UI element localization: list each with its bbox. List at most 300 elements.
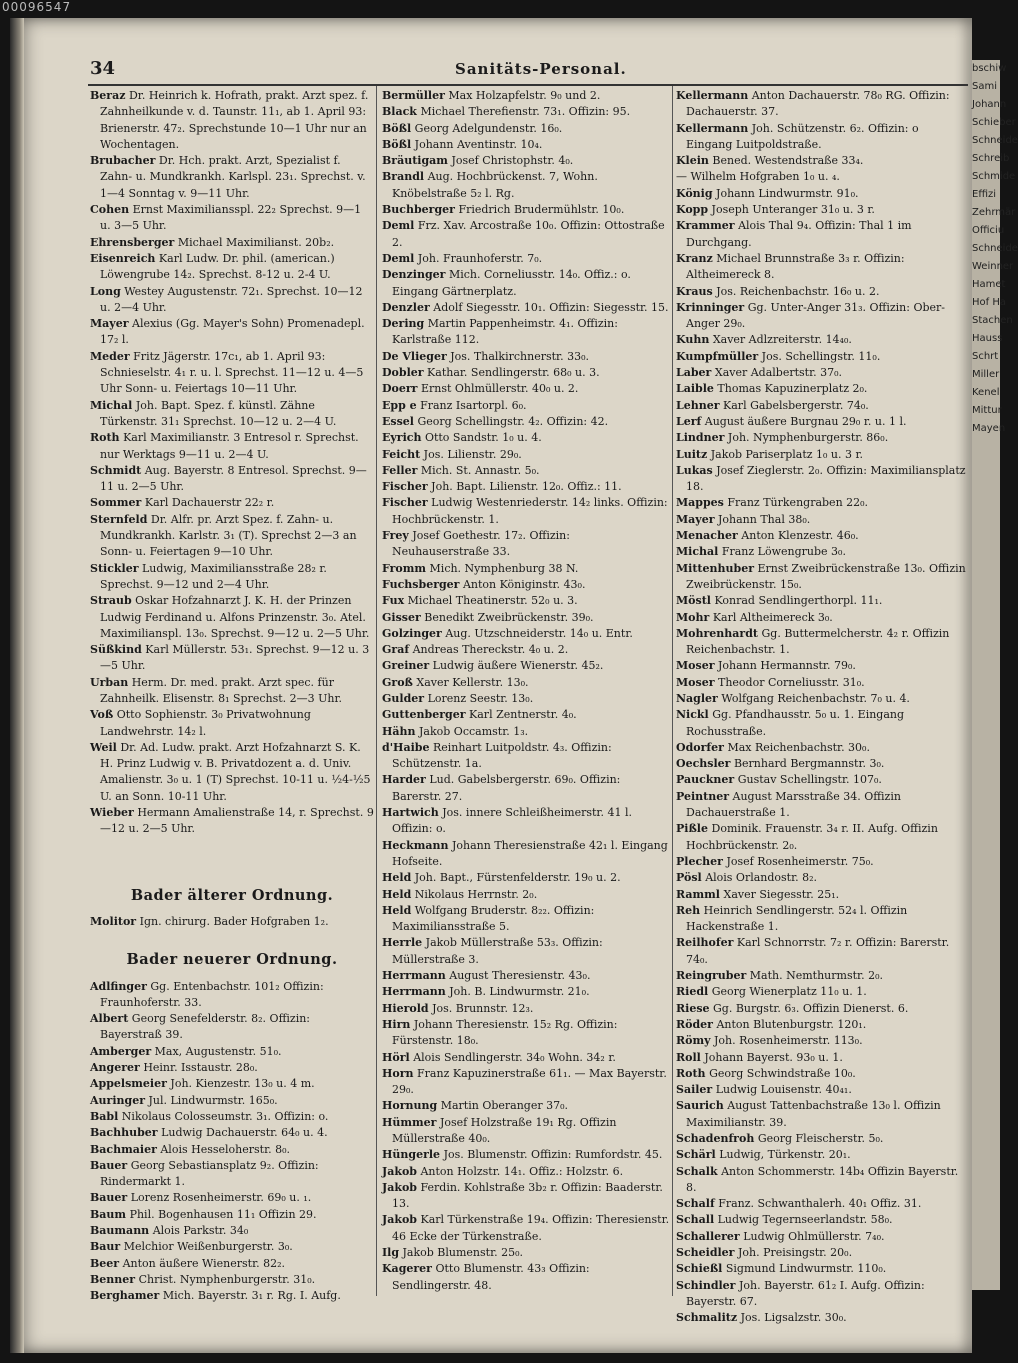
- entry-name: Cohen: [90, 203, 130, 217]
- entry-name: Laber: [676, 366, 712, 380]
- directory-entry: [382, 1098, 670, 1114]
- entry-details: Xaver Adlzreiterstr. 14₄₀.: [712, 333, 852, 347]
- scan-id: 00096547: [2, 0, 72, 14]
- directory-entry: [676, 1066, 968, 1082]
- directory-entry: [676, 1310, 968, 1326]
- entry-details: Jos. Brunnstr. 12₃.: [432, 1001, 534, 1015]
- directory-entry: [676, 1147, 968, 1163]
- directory-entry: [382, 1050, 670, 1066]
- entry-details: Westey Augustenstr. 72₁. Sprechst. 10—12 u. 2—4 Uhr.: [100, 284, 363, 314]
- entry-name: Guttenberger: [382, 708, 466, 722]
- entry-details: Ludwig Ohlmüllerstr. 7₄₀.: [743, 1229, 885, 1243]
- edge-fragment: Mayen: [972, 423, 1006, 434]
- directory-entry: [676, 1001, 968, 1017]
- adjacent-page-edge: [972, 60, 1018, 1290]
- entry-name: Bößl: [382, 121, 412, 135]
- directory-entry: [676, 528, 968, 544]
- entry-name: Bauer: [90, 1191, 128, 1205]
- entry-name: Albert: [90, 1012, 129, 1026]
- entry-name: Weil: [90, 740, 117, 754]
- entry-details: Otto Sophienstr. 3₀ Privatwohnung Landwehrstr. 14₂ l.: [100, 708, 311, 738]
- directory-entry: [90, 1223, 374, 1239]
- directory-entry: [382, 724, 670, 740]
- directory-entry: [382, 610, 670, 626]
- directory-entry: [676, 984, 968, 1000]
- entry-details: Johann Bayerst. 93₀ u. 1.: [704, 1050, 843, 1064]
- directory-entry: [676, 561, 968, 594]
- directory-entry: [676, 495, 968, 511]
- entry-name: Hörl: [382, 1050, 410, 1064]
- entry-name: Jakob: [382, 1213, 417, 1227]
- entry-name: Long: [90, 284, 121, 298]
- entry-name: Lehner: [676, 398, 720, 412]
- entry-details: Georg Fleischerstr. 5₀.: [757, 1132, 884, 1145]
- directory-entry: [90, 561, 374, 594]
- entry-details: Melchior Weißenburgerstr. 3₀.: [123, 1240, 293, 1254]
- directory-entry: [90, 349, 374, 398]
- header-rule: [88, 84, 968, 86]
- directory-entry: [382, 495, 670, 528]
- entry-details: Georg Schwindstraße 10₀.: [709, 1066, 856, 1080]
- directory-entry: [90, 1272, 374, 1288]
- entry-details: Christ. Nymphenburgerstr. 31₀.: [138, 1272, 316, 1286]
- entry-details: Alois Hesseloherstr. 8₀.: [160, 1142, 291, 1156]
- directory-entry: [382, 169, 670, 202]
- entry-name: Beraz: [90, 89, 126, 102]
- directory-entry: [676, 1278, 968, 1311]
- directory-entry: [676, 398, 968, 414]
- entry-name: Fux: [382, 594, 405, 608]
- directory-entry: [382, 1245, 670, 1261]
- entry-details: August Marsstraße 34. Offizin Dachauerstraße 1.: [686, 789, 901, 820]
- entry-details: Gg. Buttermelcherstr. 4₂ r. Offizin Reichenbachstr. 1.: [686, 626, 950, 657]
- entry-name: Herrle: [382, 936, 423, 950]
- entry-details: Thomas Kapuzinerplatz 2₀.: [717, 382, 868, 396]
- directory-entry: [676, 789, 968, 822]
- directory-entry: [676, 1082, 968, 1098]
- directory-entry: [90, 1093, 374, 1109]
- entry-name: Herrmann: [382, 985, 446, 999]
- directory-entry: [382, 300, 670, 316]
- entry-details: Ernst Zweibrückenstraße 13₀. Offizin Zweibrückenstr. 15₀.: [686, 561, 966, 591]
- entry-name: Roth: [90, 431, 120, 445]
- directory-entry: [90, 495, 374, 511]
- entry-details: Ernst Maximiliansspl. 22₂ Sprechst. 9—1 u. 3—5 Uhr.: [100, 203, 362, 233]
- directory-entry: [382, 414, 670, 430]
- entry-name: Bräutigam: [382, 154, 448, 168]
- directory-entry: [90, 1158, 374, 1191]
- entry-name: Schmidt: [90, 463, 142, 477]
- directory-entry: [676, 512, 968, 528]
- entry-name: Bachhuber: [90, 1126, 158, 1140]
- entry-name: Frey: [382, 529, 409, 543]
- entry-details: Georg Schellingstr. 4₂. Offizin: 42.: [417, 414, 609, 428]
- entry-name: Straub: [90, 594, 132, 608]
- entry-details: Franz Kapuzinerstraße 61₁. — Max Bayerstr. 29₀.: [392, 1066, 667, 1097]
- entry-name: Jakob: [382, 1180, 417, 1194]
- edge-fragment: Effizi: [972, 189, 997, 200]
- directory-entry: [676, 675, 968, 691]
- directory-entry: [382, 593, 670, 609]
- directory-entry: [90, 805, 374, 838]
- entry-details: Michael Brunnstraße 3₃ r. Offizin: Altheimereck 8.: [686, 251, 905, 282]
- entry-name: Denzler: [382, 300, 430, 314]
- entry-details: Josef Zieglerstr. 2₀. Offizin: Maximiliansplatz 18.: [686, 463, 966, 494]
- entry-name: Essel: [382, 414, 414, 428]
- entry-details: Johann Lindwurmstr. 91₀.: [716, 186, 859, 200]
- entry-name: Fuchsberger: [382, 577, 460, 591]
- directory-entry: [676, 1196, 968, 1212]
- entry-details: Dominik. Frauenstr. 3₄ r. II. Aufg. Offizin Hochbrückenstr. 2₀.: [686, 822, 938, 852]
- entry-name: Deml: [382, 251, 415, 265]
- directory-entry: [90, 512, 374, 561]
- entry-name: Buchberger: [382, 203, 455, 217]
- directory-entry: [676, 1212, 968, 1228]
- directory-entry: [382, 447, 670, 463]
- edge-fragment: Hauss: [972, 333, 1003, 344]
- directory-entry: [676, 218, 968, 251]
- entry-name: Epp e: [382, 398, 417, 412]
- entry-details: Gg. Unter-Anger 31₃. Offizin: Ober-Anger 29₀.: [686, 300, 946, 331]
- entry-name: Riese: [676, 1001, 710, 1015]
- entry-name: Kagerer: [382, 1262, 432, 1276]
- directory-entry: [676, 1261, 968, 1277]
- entry-details: August äußere Burgnau 29₀ r. u. 1 l.: [704, 414, 907, 428]
- entry-name: Hartwich: [382, 806, 439, 820]
- directory-entry: [382, 984, 670, 1000]
- directory-entry: [676, 1033, 968, 1049]
- directory-entry: [382, 1001, 670, 1017]
- entry-details: Phil. Bogenhausen 11₁ Offizin 29.: [129, 1207, 317, 1221]
- entry-details: Friedrich Brudermühlstr. 10₀.: [458, 203, 625, 217]
- entry-name: Auringer: [90, 1093, 145, 1107]
- entry-name: Nagler: [676, 691, 718, 705]
- directory-entry: [90, 398, 374, 431]
- entry-name: Wieber: [90, 806, 134, 820]
- entry-details: Gustav Schellingstr. 107₀.: [737, 773, 882, 787]
- directory-entry: [676, 935, 968, 968]
- edge-fragment: Miller: [972, 369, 1000, 380]
- entry-details: Sigmund Lindwurmstr. 110₀.: [725, 1262, 887, 1276]
- entry-details: Jos. Ligsalzstr. 30₀.: [740, 1311, 847, 1325]
- entry-name: Hirn: [382, 1017, 411, 1031]
- bader-list-b-k: [382, 88, 670, 1294]
- entry-details: Nikolaus Colosseumstr. 3₁. Offizin: o.: [121, 1109, 329, 1123]
- directory-entry: [382, 1164, 670, 1180]
- directory-entry: [676, 332, 968, 348]
- directory-entry: [676, 430, 968, 446]
- edge-fragment: Schieber: [972, 117, 1016, 128]
- directory-entry: [676, 707, 968, 740]
- entry-name: Hornung: [382, 1099, 438, 1113]
- entry-details: Anton Königinstr. 43₀.: [462, 577, 586, 591]
- directory-entry: [676, 121, 968, 154]
- entry-name: Michal: [676, 545, 719, 559]
- directory-entry: [382, 903, 670, 936]
- entry-name: Kellermann: [676, 89, 749, 102]
- entry-details: Michael Theatinerstr. 52₀ u. 3.: [407, 594, 578, 608]
- directory-entry: [90, 1060, 374, 1076]
- entry-details: Joh. Bapt. Spez. f. künstl. Zähne Türkenstr. 31₁ Sprechst. 10—12 u. 2—4 U.: [100, 398, 337, 428]
- entry-details: August Tattenbachstraße 13₀ l. Offizin Maximilianstr. 39.: [686, 1099, 941, 1129]
- directory-entry: [676, 968, 968, 984]
- entry-details: Joh. Rosenheimerstr. 113₀.: [714, 1034, 863, 1048]
- entry-details: Joh. Schützenstr. 6₂. Offizin: o Eingang Luitpoldstraße.: [686, 121, 919, 151]
- directory-entry: [90, 1142, 374, 1158]
- directory-entry: [676, 610, 968, 626]
- directory-entry: [382, 251, 670, 267]
- entry-details: Joseph Unteranger 31₀ u. 3 r.: [711, 203, 875, 217]
- entry-details: Ludwig Dachauerstr. 64₀ u. 4.: [161, 1126, 328, 1140]
- entry-name: Mayer: [90, 317, 129, 331]
- entry-details: Karl Schnorrstr. 7₂ r. Offizin: Barerstr. 74₀.: [686, 936, 950, 966]
- directory-entry: [676, 772, 968, 788]
- entry-details: Xaver Kellerstr. 13₀.: [416, 675, 529, 689]
- directory-entry: [676, 903, 968, 936]
- entry-name: Oechsler: [676, 757, 731, 771]
- directory-entry: [90, 1207, 374, 1223]
- entry-name: Baur: [90, 1240, 121, 1254]
- entry-details: Alois Parkstr. 34₀: [152, 1224, 249, 1237]
- entry-details: Reinhart Luitpoldstr. 4₃. Offizin: Schützenstr. 1a.: [392, 740, 612, 771]
- entry-name: Pißle: [676, 822, 708, 836]
- entry-name: Lindner: [676, 431, 725, 445]
- entry-details: Joh. Kienzestr. 13₀ u. 4 m.: [170, 1077, 315, 1091]
- entry-details: Joh. Bapt. Lilienstr. 12₀. Offiz.: 11.: [431, 480, 622, 494]
- entry-name: Feicht: [382, 447, 421, 461]
- entry-details: Josef Goethestr. 17₂. Offizin: Neuhauserstraße 33.: [392, 529, 570, 559]
- directory-entry: [90, 251, 374, 284]
- edge-fragment: Schmide: [972, 171, 1016, 182]
- directory-entry: [382, 381, 670, 397]
- entry-name: Gulder: [382, 691, 425, 705]
- entry-details: Karl Ludw. Dr. phil. (american.) Löwengrube 14₂. Sprechst. 8-12 u. 2-4 U.: [100, 251, 335, 282]
- entry-name: Süßkind: [90, 643, 142, 657]
- entry-details: Alois Orlandostr. 8₂.: [705, 871, 818, 885]
- directory-entry: [676, 887, 968, 903]
- book-fold: [10, 18, 24, 1353]
- edge-fragment: Schneide: [972, 135, 1018, 146]
- entry-name: Nickl: [676, 708, 709, 722]
- directory-entry: [382, 740, 670, 773]
- column-2: [382, 88, 670, 1294]
- entry-name: Sailer: [676, 1083, 713, 1097]
- entry-name: Mittenhuber: [676, 561, 754, 575]
- edge-fragment: Stachen: [972, 315, 1013, 326]
- directory-entry: [90, 707, 374, 740]
- directory-entry: [90, 1239, 374, 1255]
- entry-details: Alois Sendlingerstr. 34₀ Wohn. 34₂ r.: [413, 1050, 616, 1064]
- entry-name: Klein: [676, 154, 709, 168]
- directory-entry: [382, 1212, 670, 1245]
- directory-entry: [676, 1245, 968, 1261]
- entry-details: Anton äußere Wienerstr. 82₂.: [122, 1256, 286, 1270]
- entry-name: Held: [382, 903, 412, 917]
- directory-entry: [676, 1098, 968, 1131]
- directory-entry: [382, 463, 670, 479]
- directory-entry: [90, 979, 374, 1012]
- directory-entry: [382, 365, 670, 381]
- entry-name: Mohrenhardt: [676, 626, 758, 640]
- entry-details: Xaver Siegesstr. 25₁.: [723, 887, 840, 901]
- entry-details: Alois Thal 9₄. Offizin: Thal 1 im Durchgang.: [686, 219, 912, 249]
- directory-entry: [676, 202, 968, 218]
- entry-name: Schall: [676, 1213, 715, 1227]
- directory-entry: [90, 642, 374, 675]
- entry-details: August Theresienstr. 43₀.: [449, 969, 591, 983]
- entry-details: Joh. Bapt., Fürstenfelderstr. 19₀ u. 2.: [414, 871, 621, 885]
- directory-entry: [382, 349, 670, 365]
- section-title-bader-neuerer: Bader neuerer Ordnung.: [126, 951, 338, 969]
- entry-name: Black: [382, 105, 417, 119]
- entry-name: Ramml: [676, 887, 720, 901]
- entry-name: Hierold: [382, 1001, 429, 1015]
- directory-entry: [90, 1044, 374, 1060]
- directory-entry: [676, 691, 968, 707]
- entry-details: Mich. Nymphenburg 38 N.: [429, 561, 579, 575]
- directory-entry: [90, 1288, 374, 1304]
- column-divider: [672, 86, 673, 1296]
- entry-details: Johann Hermannstr. 79₀.: [718, 659, 856, 673]
- directory-entry: [382, 1180, 670, 1213]
- running-head: Sanitäts-Personal.: [455, 60, 627, 78]
- entry-name: Gisser: [382, 610, 421, 624]
- entry-details: Jos. Lilienstr. 29₀.: [423, 447, 522, 461]
- directory-entry: [676, 1229, 968, 1245]
- entry-details: Martin Oberanger 37₀.: [440, 1099, 568, 1113]
- entry-details: Jos. Reichenbachstr. 16₀ u. 2.: [716, 284, 880, 298]
- directory-entry: [382, 658, 670, 674]
- entry-name: Krinninger: [676, 300, 745, 314]
- entry-name: Urban: [90, 675, 129, 689]
- entry-details: Andreas Thereckstr. 4₀ u. 2.: [412, 643, 569, 657]
- entry-details: Gg. Entenbachstr. 101₂ Offizin: Fraunhoferstr. 33.: [100, 979, 324, 1009]
- entry-name: Menacher: [676, 529, 738, 543]
- entry-name: Schießl: [676, 1262, 723, 1276]
- entry-details: Ludwig, Maximiliansstraße 28₂ r. Sprechst. 9—12 und 2—4 Uhr.: [100, 561, 327, 591]
- directory-entry: [90, 202, 374, 235]
- directory-entry: [382, 121, 670, 137]
- entry-name: Fischer: [382, 496, 428, 510]
- entry-name: Beer: [90, 1256, 120, 1270]
- entry-name: Meder: [90, 349, 130, 363]
- entry-details: Ludwig Tegernseerlandstr. 58₀.: [717, 1213, 893, 1227]
- entry-name: Fischer: [382, 480, 428, 494]
- directory-entry: [90, 284, 374, 317]
- entry-details: Michael Therefienstr. 73₁. Offizin: 95.: [420, 105, 631, 119]
- entry-name: Hüngerle: [382, 1148, 441, 1162]
- entry-details: Aug. Utzschneiderstr. 14₀ u. Entr.: [445, 626, 633, 640]
- entry-name: Mappes: [676, 496, 724, 510]
- directory-entry: [90, 153, 374, 202]
- directory-entry: [382, 887, 670, 903]
- entry-details: Benedikt Zweibrückenstr. 39₀.: [424, 610, 594, 624]
- directory-entry: [382, 1017, 670, 1050]
- entry-details: Josef Holzstraße 19₁ Rg. Offizin Müllerstraße 40₀.: [392, 1115, 617, 1145]
- entry-name: Sommer: [90, 496, 142, 510]
- entry-name: Schallerer: [676, 1229, 740, 1243]
- entry-details: Joh. Bayerstr. 61₂ I. Aufg. Offizin: Bayerstr. 67.: [686, 1278, 925, 1308]
- entry-name: Plecher: [676, 854, 723, 868]
- entry-name: Appelsmeier: [90, 1077, 167, 1091]
- entry-details: Franz Isartorpl. 6₀.: [420, 398, 527, 412]
- edge-fragment: Schreib: [972, 153, 1010, 164]
- entry-details: Herm. Dr. med. prakt. Arzt spec. für Zahnheilk. Elisenstr. 8₁ Sprechst. 2—3 Uhr.: [100, 675, 343, 705]
- directory-entry: [676, 284, 968, 300]
- directory-entry: [90, 1076, 374, 1092]
- directory-entry: [90, 235, 374, 251]
- entry-name: Schalf: [676, 1197, 715, 1211]
- entry-name: Dering: [382, 317, 425, 331]
- entry-details: Josef Christophstr. 4₀.: [451, 154, 574, 168]
- directory-entry: [382, 1147, 670, 1163]
- entry-name: Röder: [676, 1017, 713, 1031]
- directory-entry: [676, 169, 968, 185]
- directory-entry: [382, 430, 670, 446]
- directory-entry: [90, 1256, 374, 1272]
- directory-entry: [676, 300, 968, 333]
- entry-details: Martin Pappenheimstr. 4₁. Offizin: Karlstraße 112.: [392, 317, 618, 347]
- entry-name: Michal: [90, 398, 133, 412]
- entry-name: Moser: [676, 659, 715, 673]
- entry-details: Lud. Gabelsbergerstr. 69₀. Offizin: Barerstr. 27.: [392, 773, 621, 803]
- directory-entry: [676, 756, 968, 772]
- entry-details: Georg Adelgundenstr. 16₀.: [414, 121, 563, 135]
- entry-details: Ign. chirurg. Bader Hofgraben 1₂.: [139, 914, 329, 928]
- entry-details: Wolfgang Bruderstr. 8₂₂. Offizin: Maximiliansstraße 5.: [392, 903, 595, 934]
- directory-entry: [382, 772, 670, 805]
- directory-entry: [382, 642, 670, 658]
- entry-details: Karl Müllerstr. 53₁. Sprechst. 9—12 u. 3—5 Uhr.: [100, 643, 370, 673]
- edge-fragment: Johann: [972, 99, 1007, 110]
- directory-entry: [382, 88, 670, 104]
- edge-fragment: Weinner: [972, 261, 1014, 272]
- entry-name: Mohr: [676, 610, 710, 624]
- entry-details: Karl Türkenstraße 19₄. Offizin: Theresienstr. 46 Ecke der Türkenstraße.: [392, 1213, 670, 1243]
- bader-list-k-s: [676, 88, 968, 1327]
- entry-name: Doerr: [382, 382, 418, 396]
- bader-aelterer-list: [90, 914, 374, 930]
- entry-name: Schadenfroh: [676, 1132, 755, 1145]
- entry-details: Otto Sandstr. 1₀ u. 4.: [424, 431, 542, 445]
- section-title-bader-aelterer: Bader älterer Ordnung.: [130, 886, 334, 904]
- edge-fragment: bschiw: [972, 63, 1007, 74]
- entry-details: Bernhard Bergmannstr. 3₀.: [733, 757, 885, 771]
- directory-entry: [382, 218, 670, 251]
- directory-entry: [676, 251, 968, 284]
- entry-details: Jos. Schellingstr. 11₀.: [761, 349, 881, 363]
- edge-fragment: Hamet: [972, 279, 1006, 290]
- entry-name: Herrmann: [382, 969, 446, 983]
- entry-name: Lukas: [676, 463, 713, 477]
- entry-details: Kathar. Sendlingerstr. 68₀ u. 3.: [427, 366, 600, 380]
- directory-entry: [676, 88, 968, 121]
- directory-entry: [676, 1017, 968, 1033]
- entry-details: Georg Wienerplatz 11₀ u. 1.: [711, 985, 867, 999]
- entry-details: Gg. Burgstr. 6₃. Offizin Dienerst. 6.: [713, 1001, 909, 1015]
- directory-entry: [382, 626, 670, 642]
- entry-name: Babl: [90, 1109, 119, 1123]
- directory-entry: [382, 691, 670, 707]
- entry-details: Bened. Westendstraße 33₄.: [712, 154, 864, 168]
- entry-details: Anton Blutenburgstr. 120₁.: [716, 1017, 867, 1031]
- entry-details: Michael Maximilianst. 20b₂.: [177, 235, 335, 249]
- entry-name: Ilg: [382, 1246, 400, 1260]
- entry-details: Gg. Pfandhausstr. 5₀ u. 1. Eingang Rochusstraße.: [686, 708, 905, 738]
- entry-name: Groß: [382, 675, 413, 689]
- entry-details: Joh. Fraunhoferstr. 7₀.: [417, 251, 543, 265]
- entry-details: Lorenz Rosenheimerstr. 69₀ u. ₁.: [130, 1191, 312, 1205]
